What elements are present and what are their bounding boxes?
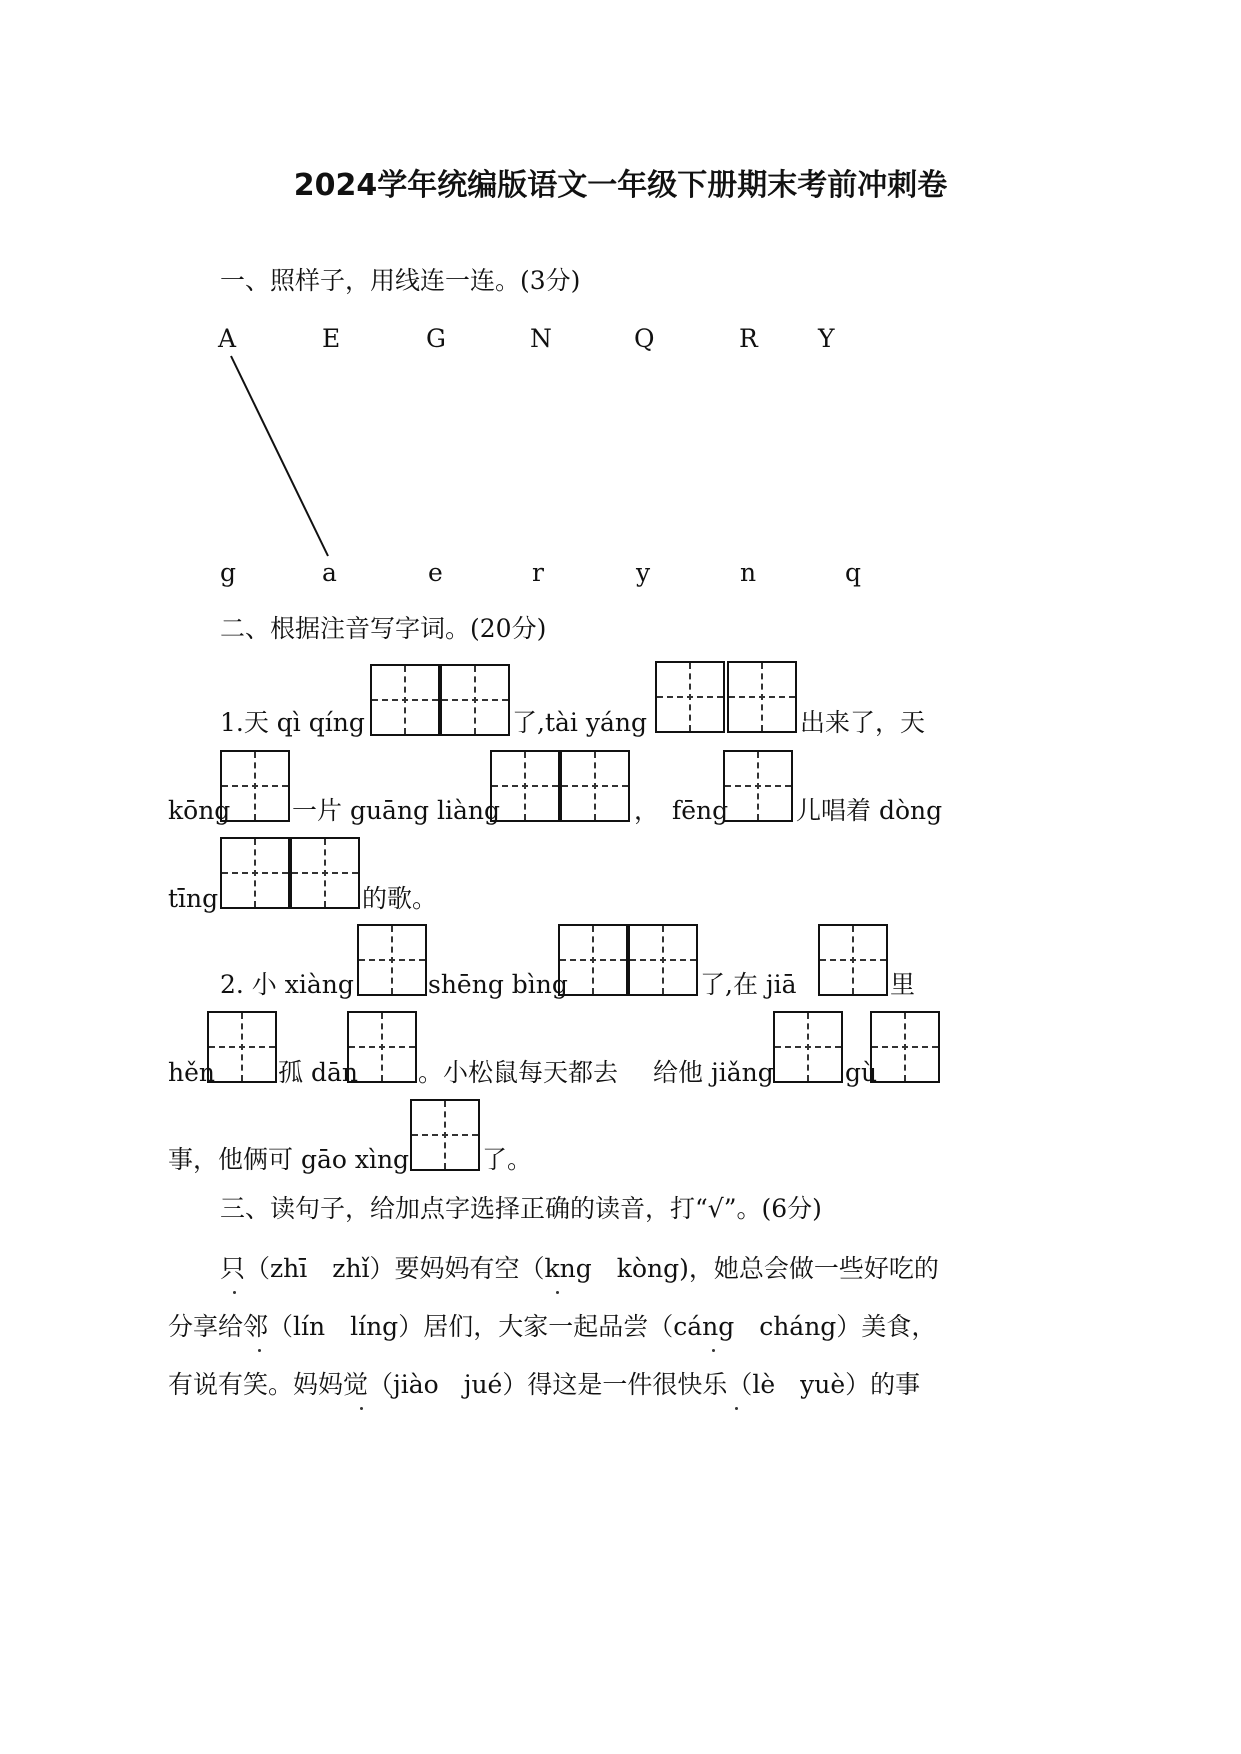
writing-box[interactable] — [560, 750, 630, 822]
q2-text: 事，他俩可 gāo xìng — [168, 1145, 410, 1174]
q2-text: 给他 jiǎng — [653, 1058, 774, 1087]
lower-letter[interactable]: a — [322, 558, 337, 587]
emphasis-dot — [712, 1349, 715, 1352]
upper-letter[interactable]: E — [322, 324, 341, 353]
q2-text: 里 — [890, 970, 916, 999]
q1-text: fēng — [672, 796, 729, 825]
q2-text: 了,在 jiā — [700, 970, 797, 999]
q2-text: 孤 dān — [278, 1058, 358, 1087]
q2-text: hěn — [168, 1058, 215, 1087]
lower-letter[interactable]: g — [220, 558, 237, 587]
emphasis-dot — [735, 1407, 738, 1410]
writing-box[interactable] — [727, 661, 797, 733]
section2-heading: 二、根据注音写字词。(20分) — [220, 614, 547, 643]
writing-box[interactable] — [347, 1011, 417, 1083]
section3-line: 分享给邻（lín líng）居们，大家一起品尝（cáng cháng）美食， — [168, 1312, 937, 1341]
writing-box[interactable] — [290, 837, 360, 909]
writing-box[interactable] — [490, 750, 560, 822]
q1-text: 儿唱着 dòng — [796, 796, 943, 825]
writing-box[interactable] — [655, 661, 725, 733]
writing-box[interactable] — [773, 1011, 843, 1083]
emphasis-dot — [360, 1407, 363, 1410]
upper-letter[interactable]: Y — [818, 324, 835, 353]
writing-box[interactable] — [220, 750, 290, 822]
q1-text: 出来了，天 — [800, 708, 926, 737]
writing-box[interactable] — [723, 750, 793, 822]
upper-letter[interactable]: N — [530, 324, 552, 353]
q1-text: tīng — [168, 884, 219, 913]
q1-text: 1.天 qì qíng — [220, 708, 365, 737]
writing-box[interactable] — [370, 664, 440, 736]
writing-box[interactable] — [220, 837, 290, 909]
writing-box[interactable] — [628, 924, 698, 996]
lower-letter[interactable]: r — [532, 558, 544, 587]
writing-box[interactable] — [410, 1099, 480, 1171]
page-title: 2024学年统编版语文一年级下册期末考前冲刺卷 — [293, 168, 948, 203]
section3-line: 有说有笑。妈妈觉（jiào jué）得这是一件很快乐（lè yuè）的事 — [168, 1370, 921, 1399]
upper-letter[interactable]: Q — [634, 324, 655, 353]
emphasis-dot — [556, 1291, 559, 1294]
q1-text: 了,tài yáng — [512, 708, 647, 737]
writing-box[interactable] — [440, 664, 510, 736]
writing-box[interactable] — [870, 1011, 940, 1083]
writing-box[interactable] — [357, 924, 427, 996]
section1-heading: 一、照样子，用线连一连。(3分) — [220, 266, 581, 295]
writing-box[interactable] — [207, 1011, 277, 1083]
lower-letter[interactable]: n — [740, 558, 757, 587]
q2-text: 2. 小 xiàng — [220, 970, 354, 999]
upper-letter[interactable]: G — [426, 324, 446, 353]
lower-letter[interactable]: y — [636, 558, 651, 587]
upper-letter[interactable]: R — [739, 324, 758, 353]
lower-letter[interactable]: q — [845, 558, 862, 587]
q2-text: gù — [845, 1058, 878, 1087]
q1-text: ， — [634, 796, 660, 825]
q1-text: kōng — [168, 796, 231, 825]
emphasis-dot — [233, 1291, 236, 1294]
section3-line: 只（zhī zhǐ）要妈妈有空（kng kòng)，她总会做一些好吃的 — [220, 1254, 939, 1283]
q1-text: 的歌。 — [362, 884, 438, 913]
upper-letter[interactable]: A — [218, 324, 237, 353]
emphasis-dot — [258, 1349, 261, 1352]
q2-text: 了。 — [482, 1145, 533, 1174]
q2-text: shēng bìng — [428, 970, 568, 999]
section3-heading: 三、读句子，给加点字选择正确的读音，打“√”。(6分) — [220, 1194, 822, 1223]
q2-text: 。小松鼠每天都去 — [418, 1058, 619, 1087]
lower-letter[interactable]: e — [428, 558, 443, 587]
q1-text: 一片 guāng liàng — [292, 796, 501, 825]
writing-box[interactable] — [558, 924, 628, 996]
writing-box[interactable] — [818, 924, 888, 996]
